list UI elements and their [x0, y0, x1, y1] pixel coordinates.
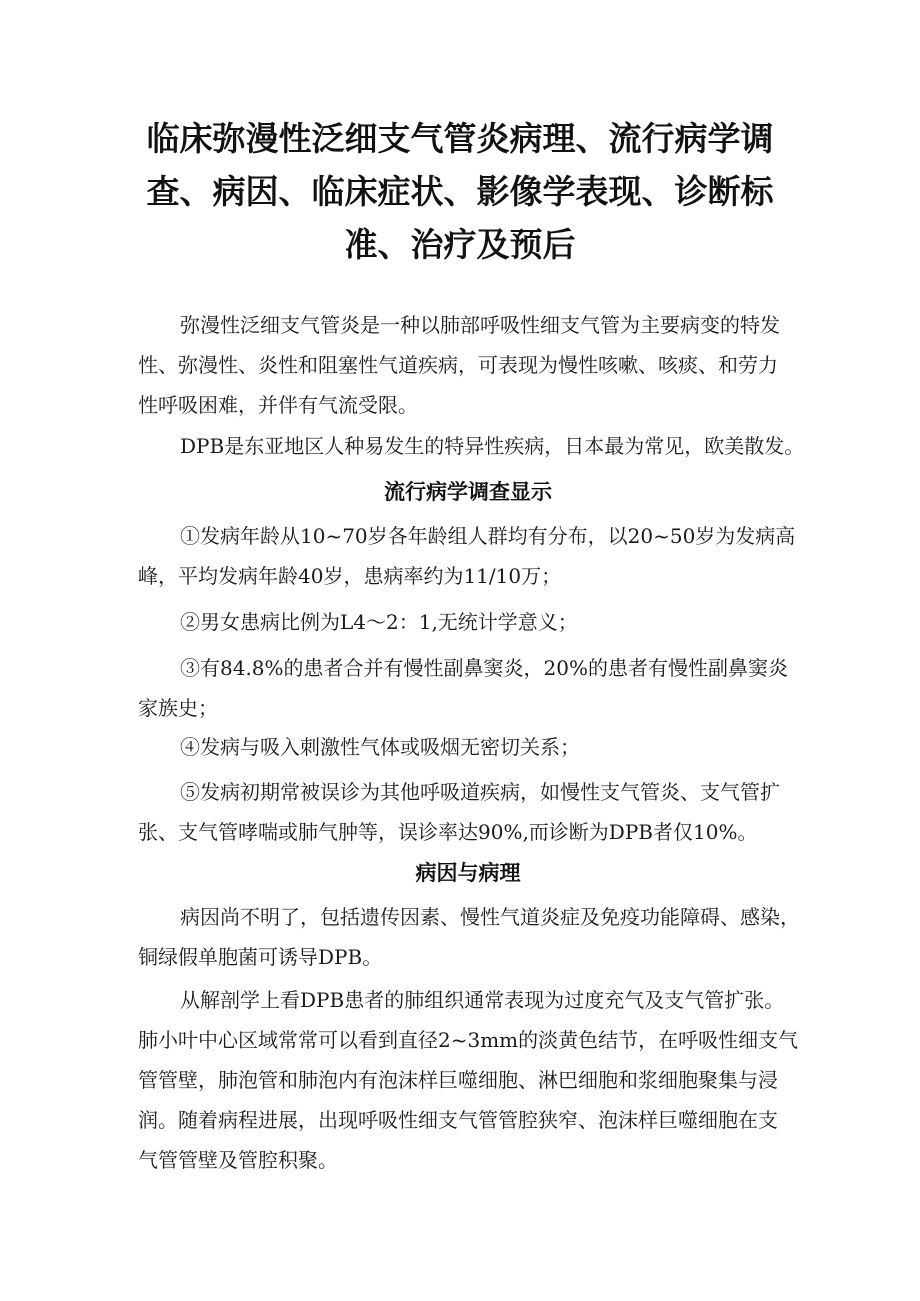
section-heading-epidemiology: 流行病学调查显示 — [384, 480, 552, 504]
intro-paragraph-1 — [138, 305, 798, 425]
text-line: ③有84.8%的患者合并有慢性副鼻窦炎，20%的患者有慢性副鼻窦炎 — [180, 656, 788, 680]
text-line: ⑤发病初期常被误诊为其他呼吸道疾病，如慢性支气管炎、支气管扩 — [180, 780, 780, 804]
text-line: 管管壁，肺泡管和肺泡内有泡沫样巨噬细胞、淋巴细胞和浆细胞聚集与浸 — [138, 1068, 778, 1092]
text-line: 铜绿假单胞菌可诱导DPB。 — [138, 945, 383, 969]
intro-paragraph-2 — [138, 426, 805, 466]
etiology-paragraph-1 — [138, 897, 798, 977]
title-line-3: 准、治疗及预后 — [344, 225, 576, 264]
epidemiology-item-4 — [138, 727, 798, 767]
text-line: 肺小叶中心区域常常可以看到直径2~3mm的淡黄色结节，在呼吸性细支气 — [138, 1028, 799, 1052]
text-line: 性呼吸困难，并伴有气流受限。 — [138, 393, 418, 417]
text-line: 气管管壁及管腔积聚。 — [138, 1148, 338, 1172]
text-line: 从解剖学上看DPB患者的肺组织通常表现为过度充气及支气管扩张。 — [180, 988, 785, 1012]
text-line: DPB是东亚地区人种易发生的特异性疾病，日本最为常见，欧美散发。 — [180, 434, 805, 458]
text-line: ④发病与吸入刺激性气体或吸烟无密切关系； — [180, 735, 580, 759]
etiology-paragraph-2 — [138, 980, 798, 1180]
text-line: 润。随着病程进展，出现呼吸性细支气管管腔狭窄、泡沫样巨噬细胞在支 — [138, 1108, 778, 1132]
text-line: 峰，平均发病年龄40岁，患病率约为11/10万； — [138, 564, 562, 588]
epidemiology-item-2 — [138, 602, 798, 642]
text-line: 病因尚不明了，包括遗传因素、慢性气道炎症及免疫功能障碍、感染， — [180, 905, 800, 929]
text-line: ②男女患病比例为L4～2：1,无统计学意义； — [180, 610, 578, 634]
text-line: ①发病年龄从10~70岁各年龄组人群均有分布，以20~50岁为发病高 — [180, 524, 796, 548]
epidemiology-item-5 — [138, 772, 798, 852]
title-line-1: 临床弥漫性泛细支气管炎病理、流行病学调 — [146, 119, 774, 158]
text-line: 家族史； — [138, 696, 218, 720]
text-line: 弥漫性泛细支气管炎是一种以肺部呼吸性细支气管为主要病变的特发 — [180, 313, 780, 337]
epidemiology-item-3 — [138, 648, 798, 728]
section-heading-etiology: 病因与病理 — [415, 861, 521, 885]
document-title — [120, 112, 800, 271]
title-line-2: 查、病因、临床症状、影像学表现、诊断标 — [146, 172, 774, 211]
text-line: 性、弥漫性、炎性和阻塞性气道疾病，可表现为慢性咳嗽、咳痰、和劳力 — [138, 353, 778, 377]
text-line: 张、支气管哮喘或肺气肿等，误诊率达90%,而诊断为DPB者仅10%。 — [138, 820, 758, 844]
epidemiology-item-1 — [138, 516, 798, 596]
